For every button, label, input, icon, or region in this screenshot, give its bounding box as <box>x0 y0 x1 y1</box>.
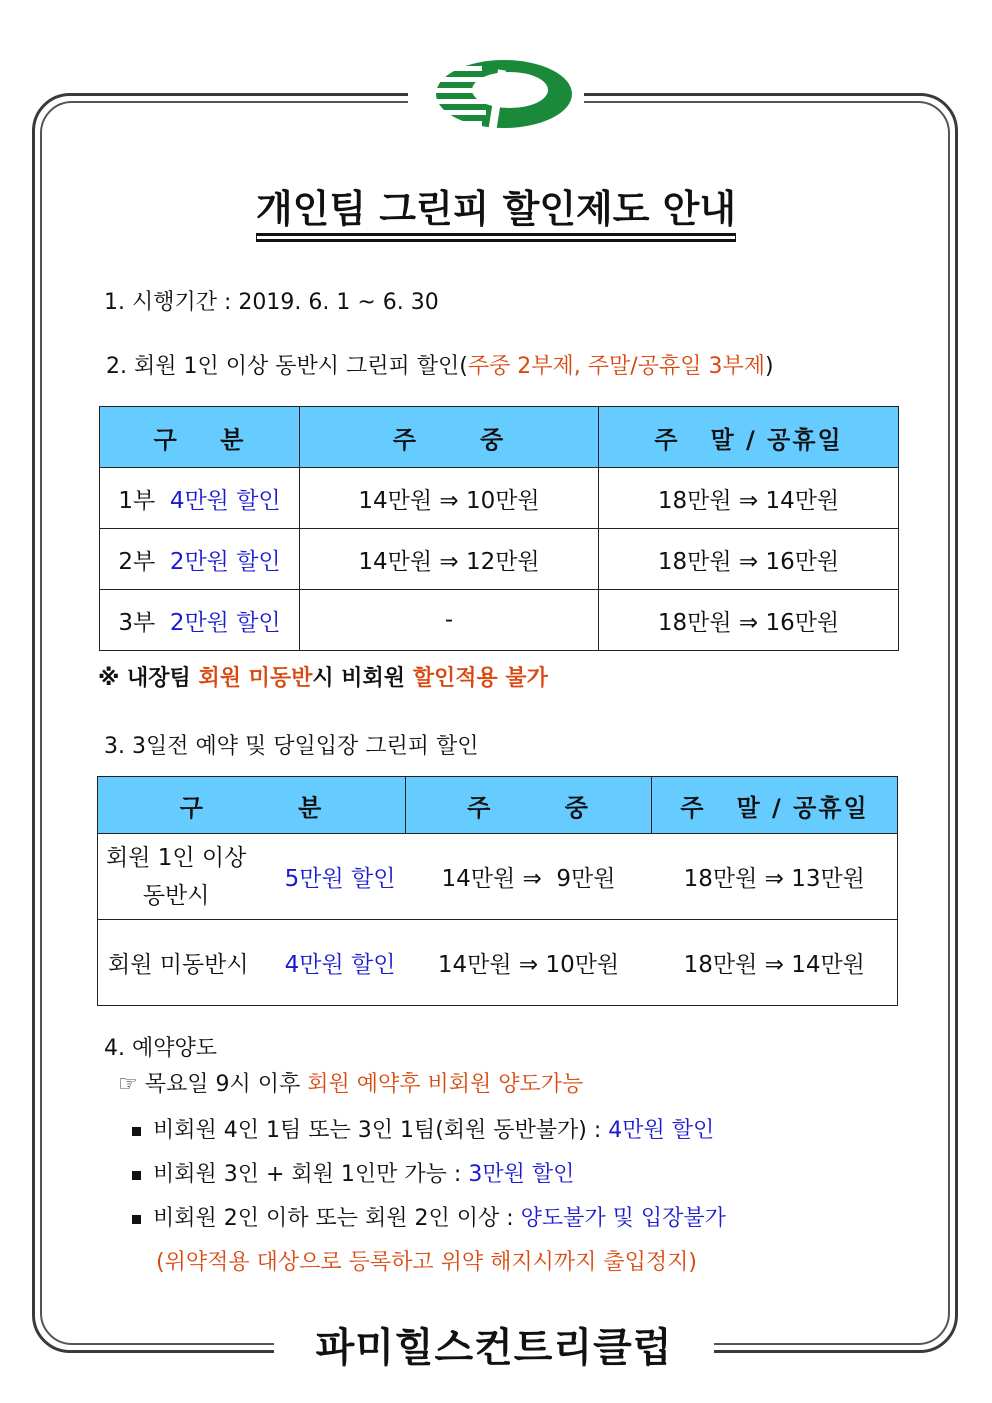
label-line1: 회원 미동반시 <box>108 952 249 978</box>
discount-label: 4만원 할인 <box>284 952 396 978</box>
note-part3: 시 비회원 <box>312 666 413 691</box>
row-label <box>100 468 300 529</box>
discount-label: 4만원 할인 <box>169 487 281 514</box>
part-label: 1부 <box>118 487 156 514</box>
footnote-text: (위약적용 대상으로 등록하고 위약 해지시까지 출입정지) <box>156 1250 697 1275</box>
section2-suffix: ) <box>764 354 774 379</box>
weekend-price: 18만원 ⇒ 16만원 <box>599 590 899 651</box>
weekday-price: 14만원 ⇒ 10만원 <box>406 920 652 1006</box>
square-bullet-icon <box>132 1127 141 1136</box>
weekday-price: 14만원 ⇒ 10만원 <box>300 468 599 529</box>
section4-heading <box>104 1034 217 1064</box>
discount-label: 2만원 할인 <box>169 548 281 575</box>
table-header-row <box>100 407 899 468</box>
row-label <box>98 834 406 920</box>
item-text: 비회원 2인 이하 또는 회원 2인 이상 : <box>153 1206 521 1231</box>
square-bullet-icon <box>132 1215 141 1224</box>
section3-heading <box>104 732 478 762</box>
note-part4: 할인적용 불가 <box>412 666 548 691</box>
weekend-price: 18만원 ⇒ 14만원 <box>599 468 899 529</box>
reservation-discount-table <box>97 776 898 1006</box>
period-text: 1. 시행기간 : 2019. 6. 1 ~ 6. 30 <box>104 290 439 315</box>
table-header-row <box>98 777 898 834</box>
table-row <box>100 468 899 529</box>
row-label <box>98 920 406 1006</box>
label-line1: 회원 1인 이상 <box>106 844 247 871</box>
club-logo <box>426 56 574 132</box>
header-weekday: 주 중 <box>300 407 599 468</box>
weekday-price: - <box>300 590 599 651</box>
note-part2: 회원 미동반 <box>198 666 313 691</box>
header-weekend: 주 말 / 공휴일 <box>599 407 899 468</box>
list-item <box>132 1204 726 1234</box>
table-row <box>100 529 899 590</box>
section2-prefix: 2. 회원 1인 이상 동반시 그린피 할인( <box>106 354 468 379</box>
club-name: 파미힐스컨트리클럽 <box>315 1325 673 1371</box>
rule-highlight: 회원 예약후 비회원 양도가능 <box>307 1072 584 1097</box>
list-item <box>132 1116 714 1146</box>
item-text: 비회원 4인 1팀 또는 3인 1팀(회원 동반불가) : <box>153 1118 609 1143</box>
row-label <box>100 529 300 590</box>
table-row <box>98 920 898 1006</box>
header-category: 구 분 <box>100 407 300 468</box>
member-discount-table <box>99 406 899 651</box>
weekend-price: 18만원 ⇒ 13만원 <box>652 834 898 920</box>
rule-prefix: ☞ 목요일 9시 이후 <box>118 1072 308 1097</box>
weekend-price: 18만원 ⇒ 14만원 <box>652 920 898 1006</box>
square-bullet-icon <box>132 1171 141 1180</box>
discount-label: 5만원 할인 <box>284 866 396 892</box>
part-label: 2부 <box>118 548 156 575</box>
transfer-rule <box>118 1070 583 1100</box>
weekday-price: 14만원 ⇒ 12만원 <box>300 529 599 590</box>
period-line <box>104 288 439 318</box>
section2-heading <box>106 352 774 382</box>
header-weekend: 주 말 / 공휴일 <box>652 777 898 834</box>
table-row <box>100 590 899 651</box>
item-highlight: 4만원 할인 <box>608 1118 715 1143</box>
section3-text: 3. 3일전 예약 및 당일입장 그린피 할인 <box>104 734 479 759</box>
weekend-price: 18만원 ⇒ 16만원 <box>599 529 899 590</box>
table-row <box>98 834 898 920</box>
item-highlight: 양도불가 및 입장불가 <box>520 1206 726 1231</box>
non-member-note <box>98 664 548 694</box>
part-label: 3부 <box>118 609 156 636</box>
note-part1: ※ 내장팀 <box>98 666 199 691</box>
section4-text: 4. 예약양도 <box>104 1036 217 1061</box>
weekday-price: 14만원 ⇒ 9만원 <box>406 834 652 920</box>
discount-label: 2만원 할인 <box>169 609 281 636</box>
list-item <box>132 1160 574 1190</box>
section2-highlight: 주중 2부제, 주말/공휴일 3부제 <box>467 354 765 379</box>
label-line2: 동반시 <box>142 882 210 909</box>
header-weekday: 주 중 <box>406 777 652 834</box>
header-category: 구 분 <box>98 777 406 834</box>
row-label <box>100 590 300 651</box>
page-title: 개인팀 그린피 할인제도 안내 <box>0 184 992 234</box>
item-highlight: 3만원 할인 <box>468 1162 575 1187</box>
penalty-footnote <box>156 1248 697 1278</box>
item-text: 비회원 3인 + 회원 1인만 가능 : <box>153 1162 469 1187</box>
